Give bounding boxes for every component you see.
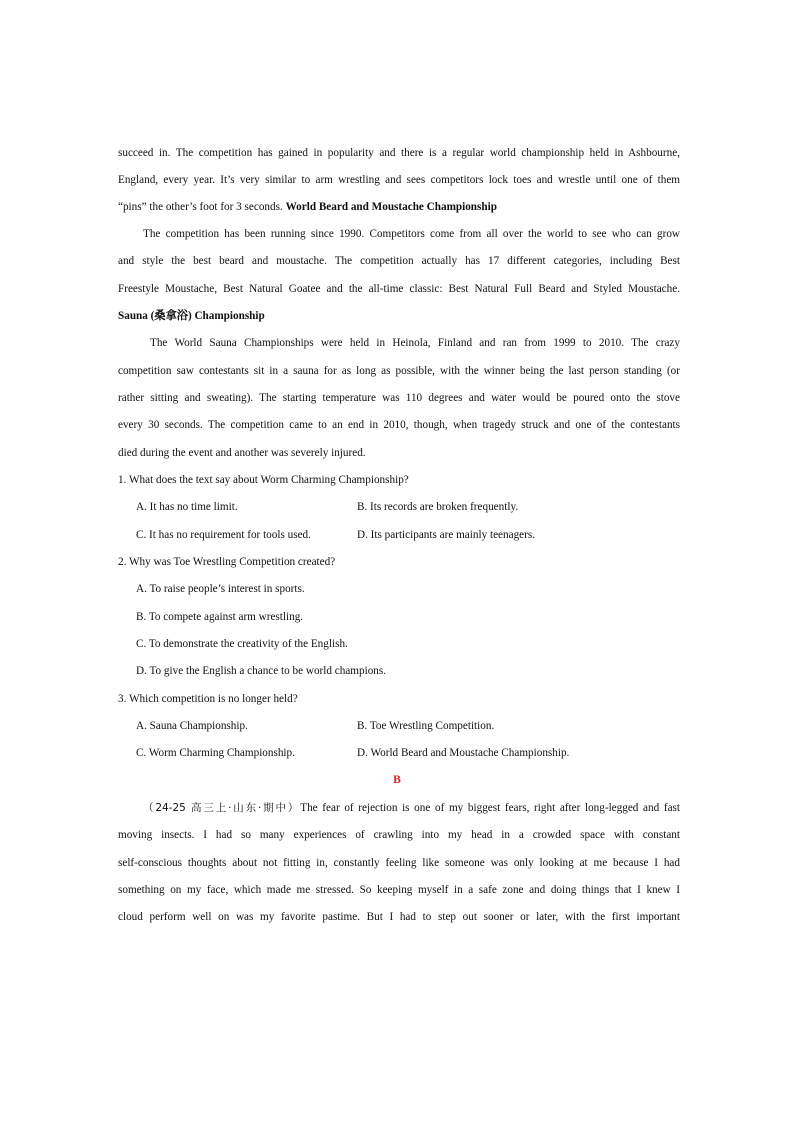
question-3-option-b: B. Toe Wrestling Competition. [357, 720, 495, 732]
paragraph-line: and style the best beard and moustache. The competition actually has 17 different categories, including Best [118, 255, 680, 267]
question-2-option-a: A. To raise people’s interest in sports. [136, 583, 305, 595]
paragraph-line: something on my face, which made me stressed. So keeping myself in a safe zone and doing things that I knew I [118, 884, 680, 896]
paragraph-line: England, every year. It’s very similar to arm wrestling and sees competitors lock toes and wrestle until one of them [118, 174, 680, 186]
question-2-option-c: C. To demonstrate the creativity of the English. [136, 638, 348, 650]
question-1-option-a: A. It has no time limit. [136, 501, 238, 513]
paragraph-line [143, 801, 680, 815]
paragraph-line: moving insects. I had so many experiences of crawling into my head in a crowded space with constant [118, 829, 680, 841]
question-3-option-c: C. Worm Charming Championship. [136, 747, 295, 759]
paragraph-line: rather sitting and sweating). The starting temperature was 110 degrees and water would be poured onto the stove [118, 392, 680, 404]
paragraph-text: “pins” the other’s foot for 3 seconds. [118, 201, 286, 213]
paragraph-line: self-conscious thoughts about not fitting in, constantly feeling like someone was only looking at me because I had [118, 857, 680, 869]
question-1-option-d: D. Its participants are mainly teenagers. [357, 529, 536, 541]
paragraph-line: every 30 seconds. The competition came to an end in 2010, though, when tragedy struck and one of the contestants [118, 419, 680, 431]
paragraph-line: died during the event and another was severely injured. [118, 447, 366, 459]
paragraph-line: competition saw contestants sit in a sauna for as long as possible, with the winner being the last person standing (or [118, 365, 680, 377]
question-2-option-d: D. To give the English a chance to be world champions. [136, 665, 387, 677]
paragraph-line: succeed in. The competition has gained in popularity and there is a regular world championship held in Ashbourne, [118, 147, 680, 159]
paragraph-line: The competition has been running since 1990. Competitors come from all over the world to see who can grow [143, 228, 680, 240]
section-heading-beard: World Beard and Moustache Championship [285, 201, 497, 213]
source-tag: （24-25 高三上·山东·期中） [143, 802, 301, 814]
question-1-stem: 1. What does the text say about Worm Charming Championship? [118, 474, 409, 486]
question-2-stem: 2. Why was Toe Wrestling Competition created? [118, 556, 336, 568]
paragraph-line: cloud perform well on was my favorite pastime. But I had to step out sooner or later, with the first important [118, 911, 680, 923]
paragraph-line: Freestyle Moustache, Best Natural Goatee and the all-time classic: Best Natural Full Beard and Styled Moustache. [118, 283, 680, 295]
paragraph-line [118, 200, 680, 214]
section-b-label: B [393, 774, 401, 786]
question-2-option-b: B. To compete against arm wrestling. [136, 611, 304, 623]
paragraph-text: The fear of rejection is one of my biggest fears, right after long-legged and fast [300, 802, 680, 814]
section-heading-sauna: Sauna (桑拿浴) Championship [118, 310, 265, 322]
question-3-option-a: A. Sauna Championship. [136, 720, 248, 732]
question-1-option-b: B. Its records are broken frequently. [357, 501, 519, 513]
question-3-option-d: D. World Beard and Moustache Championship. [357, 747, 570, 759]
question-1-option-c: C. It has no requirement for tools used. [136, 529, 311, 541]
paragraph-line: The World Sauna Championships were held in Heinola, Finland and ran from 1999 to 2010. The crazy [150, 337, 680, 349]
question-3-stem: 3. Which competition is no longer held? [118, 693, 298, 705]
